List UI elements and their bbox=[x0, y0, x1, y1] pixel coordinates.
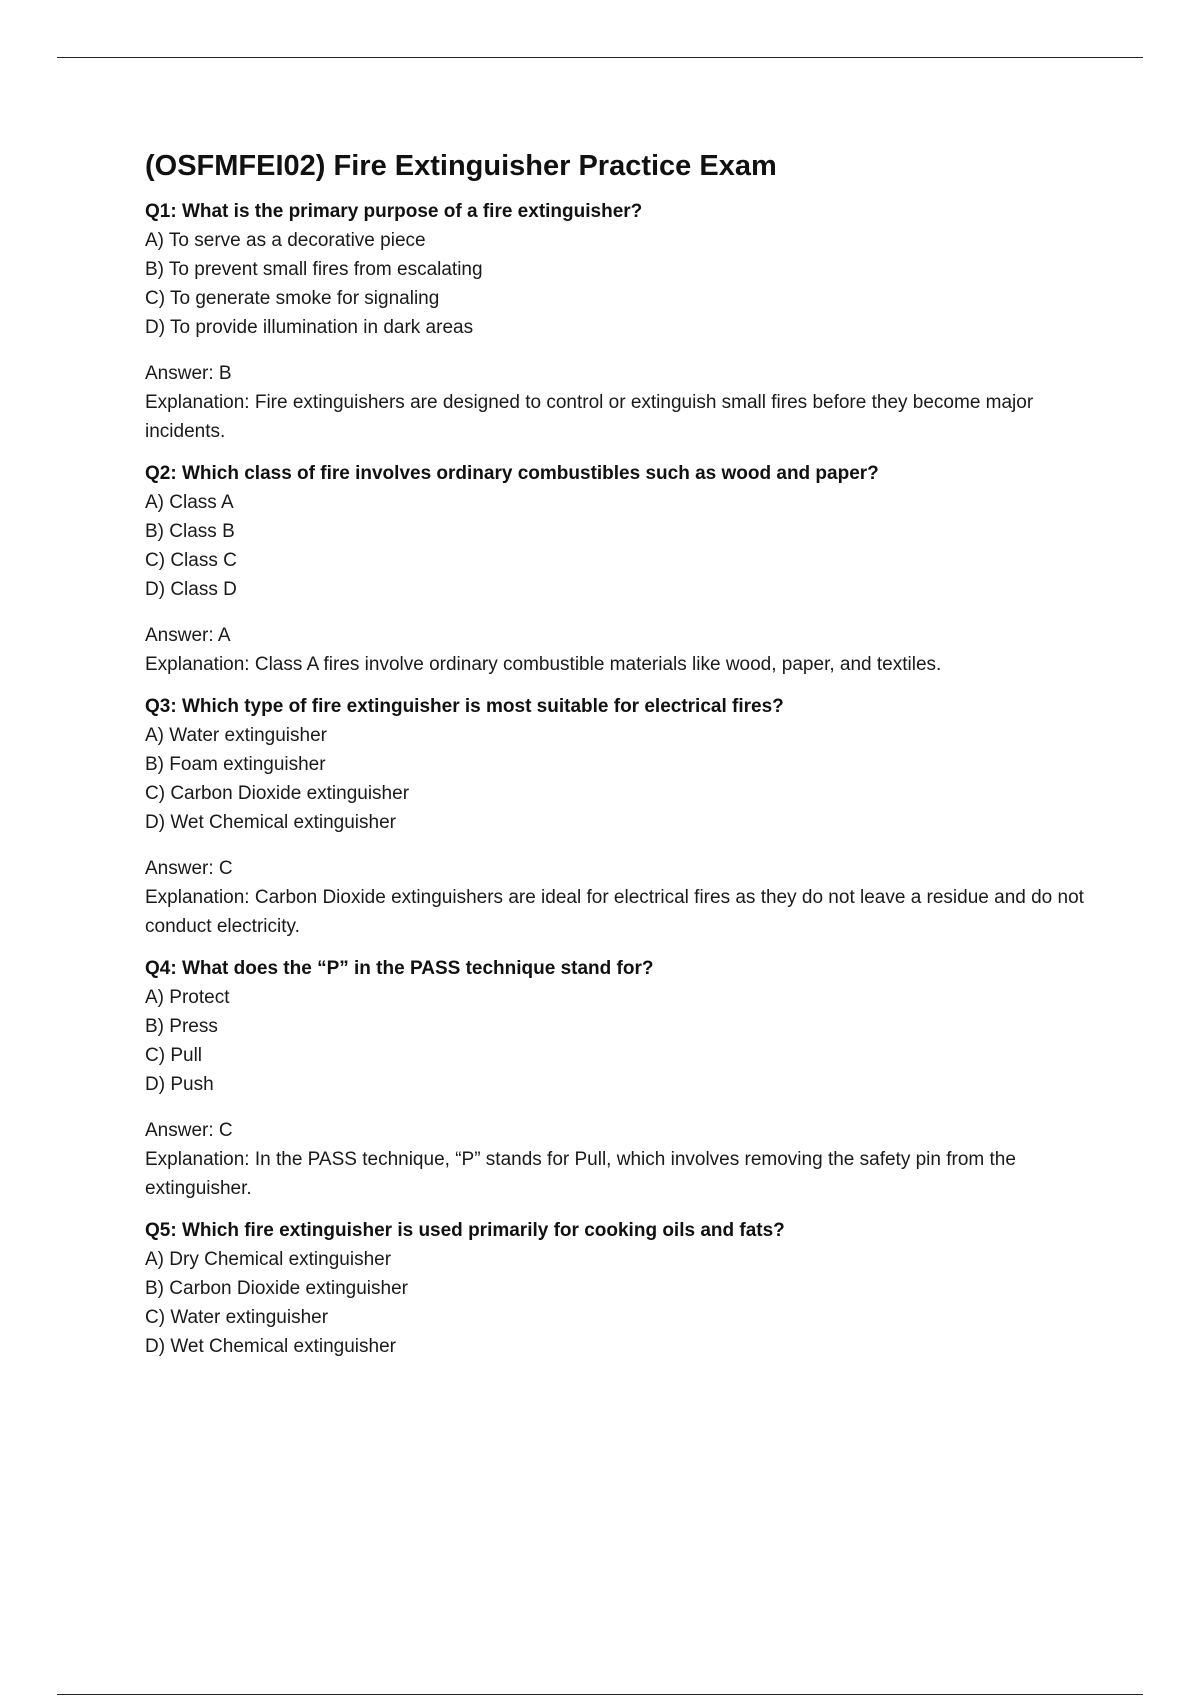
option-d: D) Wet Chemical extinguisher bbox=[145, 1336, 396, 1357]
answer-options bbox=[145, 226, 1085, 342]
question-text: Q2: Which class of fire involves ordinary combustibles such as wood and paper? bbox=[145, 463, 879, 484]
option-b: B) Press bbox=[145, 1016, 218, 1037]
question-text: Q5: Which fire extinguisher is used primarily for cooking oils and fats? bbox=[145, 1220, 785, 1241]
option-c: C) Class C bbox=[145, 550, 237, 571]
answer-key: Answer: C bbox=[145, 858, 233, 879]
answer-options bbox=[145, 721, 1085, 837]
option-a: A) Class A bbox=[145, 492, 234, 513]
question-text: Q4: What does the “P” in the PASS technique stand for? bbox=[145, 958, 654, 979]
header-rule bbox=[57, 57, 1143, 58]
footer-rule bbox=[57, 1694, 1143, 1695]
option-a: A) Water extinguisher bbox=[145, 725, 327, 746]
option-d: D) Push bbox=[145, 1074, 214, 1095]
question-5 bbox=[145, 1216, 1085, 1361]
question-1 bbox=[145, 197, 1085, 446]
question-text: Q3: Which type of fire extinguisher is most suitable for electrical fires? bbox=[145, 696, 784, 717]
question-text: Q1: What is the primary purpose of a fire extinguisher? bbox=[145, 201, 643, 222]
option-c: C) Water extinguisher bbox=[145, 1307, 329, 1328]
option-b: B) Foam extinguisher bbox=[145, 754, 326, 775]
answer-key: Answer: B bbox=[145, 363, 232, 384]
answer-explanation: Explanation: In the PASS technique, “P” stands for Pull, which involves removing the safety pin from the extinguisher. bbox=[145, 1149, 1016, 1199]
option-b: B) To prevent small fires from escalating bbox=[145, 259, 483, 280]
option-b: B) Class B bbox=[145, 521, 235, 542]
option-d: D) Class D bbox=[145, 579, 237, 600]
option-d: D) To provide illumination in dark areas bbox=[145, 317, 474, 338]
option-c: C) Carbon Dioxide extinguisher bbox=[145, 783, 410, 804]
option-a: A) To serve as a decorative piece bbox=[145, 230, 426, 251]
option-a: A) Protect bbox=[145, 987, 230, 1008]
answer-options bbox=[145, 488, 1085, 604]
option-b: B) Carbon Dioxide extinguisher bbox=[145, 1278, 408, 1299]
answer-explanation: Explanation: Carbon Dioxide extinguishers are ideal for electrical fires as they do not leave a residue and do not conduct electricity. bbox=[145, 887, 1084, 937]
answer-key: Answer: A bbox=[145, 625, 231, 646]
document-body bbox=[145, 148, 1085, 1361]
option-a: A) Dry Chemical extinguisher bbox=[145, 1249, 392, 1270]
answer-options bbox=[145, 983, 1085, 1099]
document-title: (OSFMFEI02) Fire Extinguisher Practice Exam bbox=[145, 150, 777, 182]
question-3 bbox=[145, 692, 1085, 941]
option-c: C) Pull bbox=[145, 1045, 203, 1066]
answer-explanation: Explanation: Class A fires involve ordinary combustible materials like wood, paper, and textiles. bbox=[145, 654, 942, 675]
question-4 bbox=[145, 954, 1085, 1203]
answer-explanation: Explanation: Fire extinguishers are designed to control or extinguish small fires before they become major incidents. bbox=[145, 392, 1034, 442]
question-2 bbox=[145, 459, 1085, 679]
option-c: C) To generate smoke for signaling bbox=[145, 288, 440, 309]
answer-options bbox=[145, 1245, 1085, 1361]
answer-key: Answer: C bbox=[145, 1120, 233, 1141]
option-d: D) Wet Chemical extinguisher bbox=[145, 812, 396, 833]
